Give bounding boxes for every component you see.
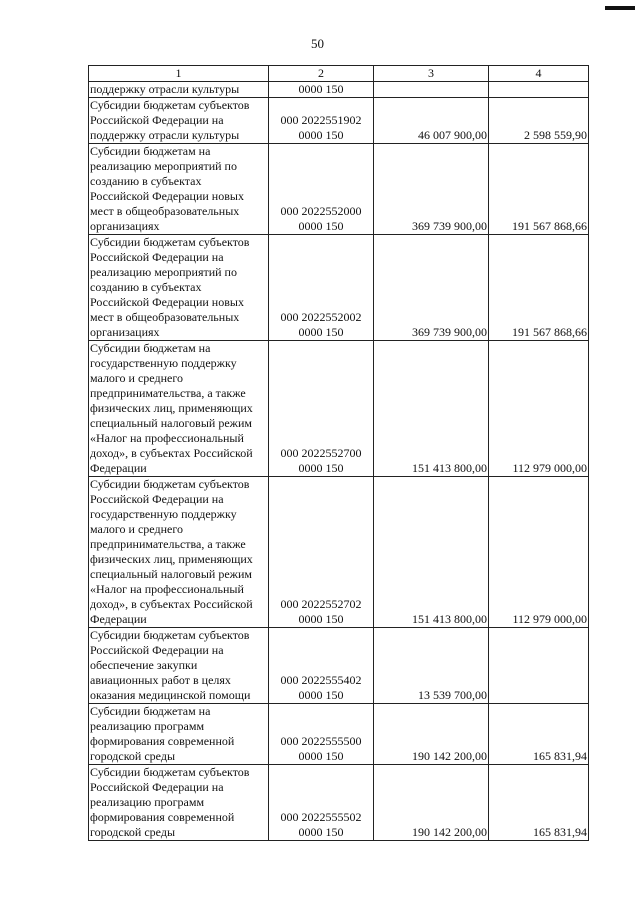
table-row xyxy=(89,628,589,704)
scan-corner-mark xyxy=(605,6,635,10)
row-code-cell: 000 2022552002 0000 150 xyxy=(269,235,374,341)
table-row xyxy=(89,704,589,765)
table-row xyxy=(89,144,589,235)
row-code-cell: 000 2022555500 0000 150 xyxy=(269,704,374,765)
row-plan-amount-cell: 369 739 900,00 xyxy=(374,235,489,341)
row-plan-amount-cell: 46 007 900,00 xyxy=(374,98,489,144)
row-executed-amount-cell: 191 567 868,66 xyxy=(489,235,589,341)
row-code-cell: 000 2022552700 0000 150 xyxy=(269,341,374,477)
row-executed-amount-cell: 112 979 000,00 xyxy=(489,477,589,628)
row-executed-amount-cell xyxy=(489,82,589,98)
row-plan-amount-cell: 151 413 800,00 xyxy=(374,477,489,628)
row-name-cell: Субсидии бюджетам субъектов Российской Федерации на реализацию программ формирования современной городской среды xyxy=(89,765,269,841)
row-name-cell: поддержку отрасли культуры xyxy=(89,82,269,98)
budget-table xyxy=(88,65,589,841)
row-executed-amount-cell: 165 831,94 xyxy=(489,765,589,841)
table-header-row xyxy=(89,66,589,82)
row-plan-amount-cell: 190 142 200,00 xyxy=(374,704,489,765)
header-cell-1: 1 xyxy=(89,66,269,82)
row-name-cell: Субсидии бюджетам субъектов Российской Федерации на обеспечение закупки авиационных работ в целях оказания медицинской помощи xyxy=(89,628,269,704)
row-code-cell: 000 2022555502 0000 150 xyxy=(269,765,374,841)
row-executed-amount-cell xyxy=(489,628,589,704)
row-code-cell: 000 2022555402 0000 150 xyxy=(269,628,374,704)
table-row xyxy=(89,82,589,98)
row-name-cell: Субсидии бюджетам на реализацию программ формирования современной городской среды xyxy=(89,704,269,765)
header-cell-2: 2 xyxy=(269,66,374,82)
row-plan-amount-cell: 369 739 900,00 xyxy=(374,144,489,235)
row-name-cell: Субсидии бюджетам субъектов Российской Федерации на реализацию мероприятий по созданию в субъектах Российской Федерации новых мест в общеобразовательных организациях xyxy=(89,235,269,341)
row-name-cell: Субсидии бюджетам на государственную поддержку малого и среднего предпринимательства, а также физических лиц, применяющих специальный налоговый режим «Налог на профессиональный доход», в субъектах Российской Федерации xyxy=(89,341,269,477)
row-code-cell: 0000 150 xyxy=(269,82,374,98)
row-executed-amount-cell: 191 567 868,66 xyxy=(489,144,589,235)
row-code-cell: 000 2022551902 0000 150 xyxy=(269,98,374,144)
row-code-cell: 000 2022552702 0000 150 xyxy=(269,477,374,628)
row-plan-amount-cell: 151 413 800,00 xyxy=(374,341,489,477)
row-executed-amount-cell: 165 831,94 xyxy=(489,704,589,765)
row-name-cell: Субсидии бюджетам субъектов Российской Федерации на государственную поддержку малого и среднего предпринимательства, а также физических лиц, применяющих специальный налоговый режим «Налог на профессиональный доход», в субъектах Российской Федерации xyxy=(89,477,269,628)
row-plan-amount-cell xyxy=(374,82,489,98)
page-number: 50 xyxy=(311,36,324,51)
row-plan-amount-cell: 190 142 200,00 xyxy=(374,765,489,841)
table-row xyxy=(89,765,589,841)
row-plan-amount-cell: 13 539 700,00 xyxy=(374,628,489,704)
table-row xyxy=(89,98,589,144)
table-row xyxy=(89,341,589,477)
row-executed-amount-cell: 112 979 000,00 xyxy=(489,341,589,477)
row-name-cell: Субсидии бюджетам субъектов Российской Федерации на поддержку отрасли культуры xyxy=(89,98,269,144)
row-name-cell: Субсидии бюджетам на реализацию мероприятий по созданию в субъектах Российской Федерации новых мест в общеобразовательных организациях xyxy=(89,144,269,235)
row-code-cell: 000 2022552000 0000 150 xyxy=(269,144,374,235)
row-executed-amount-cell: 2 598 559,90 xyxy=(489,98,589,144)
header-cell-4: 4 xyxy=(489,66,589,82)
table-row xyxy=(89,477,589,628)
table-row xyxy=(89,235,589,341)
header-cell-3: 3 xyxy=(374,66,489,82)
